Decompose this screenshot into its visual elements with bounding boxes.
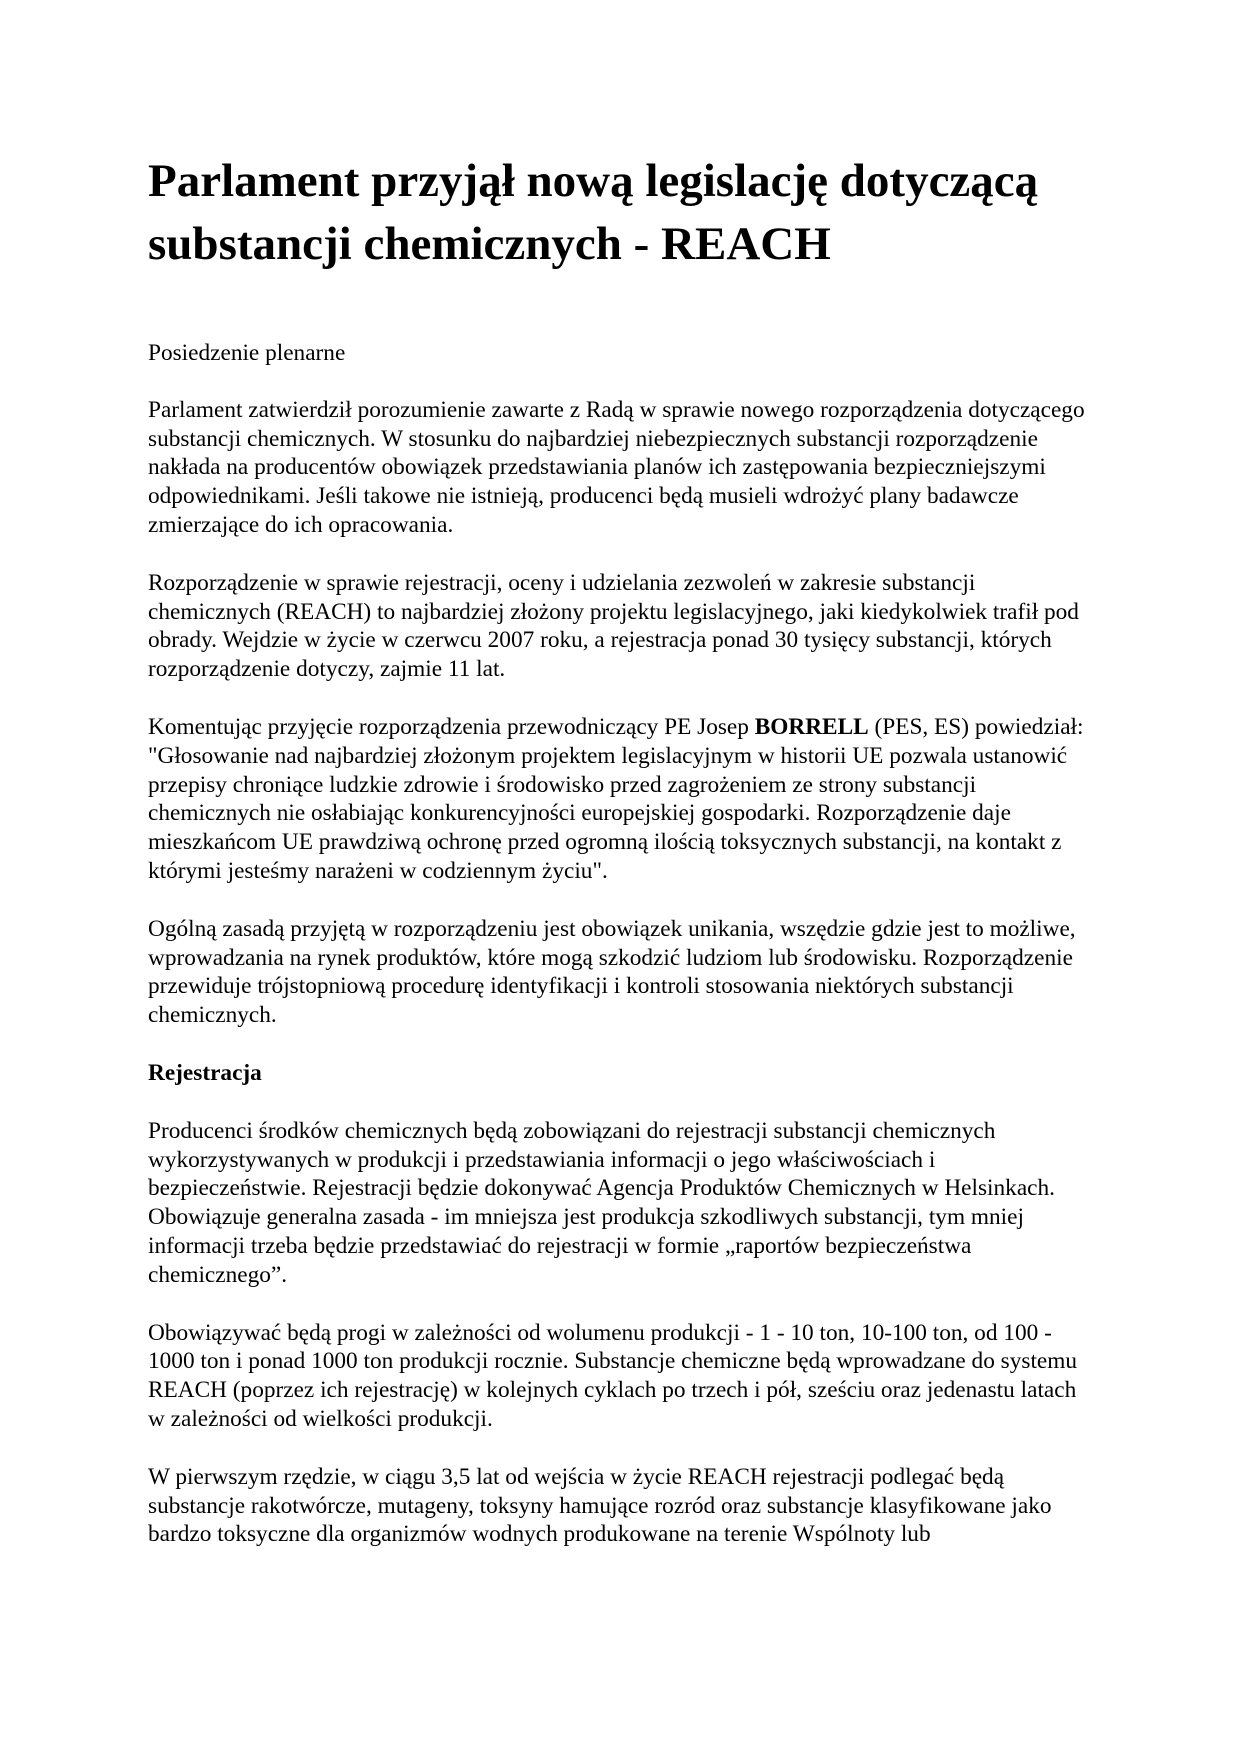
quote-intro: Komentując przyjęcie rozporządzenia przewodniczący PE Josep — [148, 713, 755, 740]
paragraph-registration-duty: Producenci środków chemicznych będą zobowiązani do rejestracji substancji chemicznych wykorzystywanych w produkcji i przedstawiania informacji o jego właściwościach i bezpieczeństwie. Rejestracji będzie dokonywać Agencja Produktów Chemicznych w Helsinkach. Obowiązuje generalna zasada - im mniejsza jest produkcja szkodliwych substancji, tym mniej informacji trzeba będzie przedstawiać do rejestracji w formie „raportów bezpieczeństwa chemicznego”. — [148, 1117, 1055, 1288]
paragraph-general-principle: Ogólną zasadą przyjętą w rozporządzeniu jest obowiązek unikania, wszędzie gdzie jest to możliwe, wprowadzania na rynek produktów, które mogą szkodzić ludziom lub środowisku. Rozporządzenie przewiduje trójstopniową procedurę identyfikacji i kontroli stosowania niektórych substancji chemicznych. — [148, 915, 1076, 1029]
quote-text: (PES, ES) powiedział: "Głosowanie nad najbardziej złożonym projektem legislacyjnym w historii UE pozwala ustanowić przepisy chroniące ludzkie zdrowie i środowisko przed zagrożeniem ze strony substancji chemicznych nie osłabiając konkurencyjności europejskiej gospodarki. Rozporządzenie daje mieszkańcom UE prawdziwą ochronę przed ogromną ilością toksycznych substancji, na kontakt z którymi jesteśmy narażeni w codziennym życiu". — [148, 713, 1084, 884]
paragraph-agreement: Parlament zatwierdził porozumienie zawarte z Radą w sprawie nowego rozporządzenia dotyczącego substancji chemicznych. W stosunku do najbardziej niebezpiecznych substancji rozporządzenie nakłada na producentów obowiązek przedstawiania planów ich zastępowania bezpieczniejszymi odpowiednikami. Jeśli takowe nie istnieją, producenci będą musieli wdrożyć plany badawcze zmierzające do ich opracowania. — [148, 396, 1085, 538]
subheading-registration: Rejestracja — [148, 1059, 262, 1086]
paragraph-production-thresholds: Obowiązywać będą progi w zależności od wolumenu produkcji - 1 - 10 ton, 10-100 ton, od 100 - 1000 ton i ponad 1000 ton produkcji rocznie. Substancje chemiczne będą wprowadzane do systemu REACH (poprzez ich rejestrację) w kolejnych cyklach po trzech i pół, sześciu oraz jedenastu latach w zależności od wielkości produkcji. — [148, 1319, 1078, 1432]
speaker-name: BORRELL — [754, 713, 869, 740]
paragraph-borrell-quote — [148, 713, 1093, 886]
document-title: Parlament przyjął nową legislację dotyczącą substancji chemicznych - REACH — [148, 155, 1039, 270]
paragraph-first-phase: W pierwszym rzędzie, w ciągu 3,5 lat od wejścia w życie REACH rejestracji podlegać będą substancje rakotwórcze, mutageny, toksyny hamujące rozród oraz substancje klasyfikowane jako bardzo toksyczne dla organizmów wodnych produkowane na terenie Wspólnoty lub — [148, 1463, 1052, 1548]
document-page — [148, 150, 1093, 1549]
paragraph-reach-regulation: Rozporządzenie w sprawie rejestracji, oceny i udzielania zezwoleń w zakresie substancji chemicznych (REACH) to najbardziej złożony projektu legislacyjnego, jaki kiedykolwiek trafił pod obrady. Wejdzie w życie w czerwcu 2007 roku, a rejestracja ponad 30 tysięcy substancji, których rozporządzenie dotyczy, zajmie 11 lat. — [148, 569, 1079, 683]
section-label: Posiedzenie plenarne — [148, 340, 346, 366]
